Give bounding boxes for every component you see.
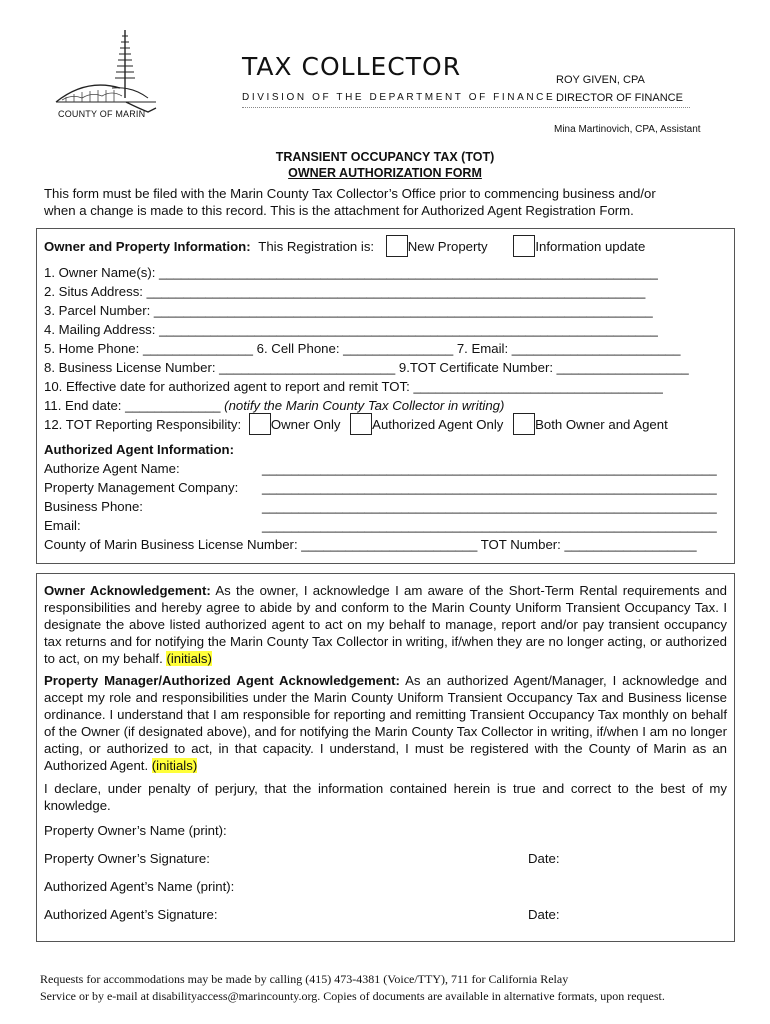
form-subtitle: OWNER AUTHORIZATION FORM: [288, 166, 482, 180]
agent-email-field[interactable]: ______________________________________________________________: [262, 518, 717, 533]
form-intro: [44, 185, 734, 219]
registration-row: [44, 238, 645, 257]
agent-signature-field[interactable]: Authorized Agent’s Signature:: [44, 907, 218, 922]
registration-prompt: This Registration is:: [258, 239, 375, 254]
end-date-field[interactable]: 11. End date: _____________: [44, 398, 221, 413]
footer-contact: Service or by e-mail at disabilityaccess@marincounty.org. Copies of documents are available in alternative formats, upon request.: [40, 989, 665, 1003]
page-title: TAX COLLECTOR: [242, 52, 462, 81]
mailing-address-field[interactable]: 4. Mailing Address: ____________________________________________________________________: [44, 322, 658, 337]
agent-section-heading: Authorized Agent Information:: [44, 442, 234, 457]
business-phone-label: Business Phone:: [44, 499, 143, 514]
owner-date-field[interactable]: Date:: [528, 851, 560, 866]
both-owner-agent-label: Both Owner and Agent: [535, 417, 668, 432]
owner-name-field[interactable]: 1. Owner Name(s): ____________________________________________________________________: [44, 265, 658, 280]
company-label: Property Management Company:: [44, 480, 239, 495]
owner-section-heading: Owner and Property Information:: [44, 239, 251, 254]
form-title: TRANSIENT OCCUPANCY TAX (TOT): [275, 150, 495, 164]
county-label: COUNTY OF MARIN: [58, 109, 146, 119]
director-name: ROY GIVEN, CPA: [556, 74, 645, 86]
phone-email-fields[interactable]: 5. Home Phone: _______________ 6. Cell Phone: _______________ 7. Email: _______________________: [44, 341, 681, 356]
owner-signature-field[interactable]: Property Owner’s Signature:: [44, 851, 210, 866]
situs-address-field[interactable]: 2. Situs Address: ____________________________________________________________________: [44, 284, 646, 299]
agent-email-label: Email:: [44, 518, 81, 533]
intro-line: when a change is made to this record. This is the attachment for Authorized Agent Registration Form.: [44, 203, 634, 218]
both-owner-agent-checkbox[interactable]: [513, 413, 535, 435]
agent-name-field[interactable]: ______________________________________________________________: [262, 461, 717, 476]
owner-name-print-field[interactable]: Property Owner’s Name (print):: [44, 823, 227, 838]
agent-ack-text: As an authorized Agent/Manager, I acknowledge and accept my role and responsibilities under the Marin County Uniform Transient Occupancy Tax and Business license ordinance. I understand that I am responsible for reporting and remitting Transient Occupancy Tax monthly on behalf of the Owner (if designated above), and for notifying the Marin County Tax Collector in writing, if/when I am no longer acting, or authorized to act, in that capacity. I understand, I must be registered with the County of Marin as an Authorized Agent.: [44, 673, 728, 773]
header-divider: [242, 107, 690, 108]
agent-name-label: Authorize Agent Name:: [44, 461, 180, 476]
declaration-text: I declare, under penalty of perjury, that the information contained herein is true and correct to the best of my knowledge.: [44, 781, 727, 813]
owner-ack-text: As the owner, I acknowledge I am aware of the Short-Term Rental requirements and responsibilities and hereby agree to abide by and conform to the Marin County Uniform Transient Occupancy Tax. I designate the above listed authorized agent to act on my behalf to manage, report and/or pay transient occupancy tax returns and for notifying the Marin County Tax Collector in writing, if/when they are no longer acting, or authorized to act, on my behalf.: [44, 583, 728, 666]
license-certificate-fields[interactable]: 8. Business License Number: ________________________ 9.TOT Certificate Number: __________________: [44, 360, 689, 375]
owner-acknowledgement: [44, 582, 727, 667]
division-subtitle: DIVISION OF THE DEPARTMENT OF FINANCE: [242, 92, 556, 103]
new-property-checkbox[interactable]: [386, 235, 408, 257]
agent-acknowledgement: [44, 672, 727, 774]
owner-ack-heading: Owner Acknowledgement:: [44, 583, 211, 598]
reporting-responsibility-row: [44, 416, 668, 435]
agent-initials-field[interactable]: (initials): [151, 758, 198, 773]
information-update-checkbox[interactable]: [513, 235, 535, 257]
agent-date-field[interactable]: Date:: [528, 907, 560, 922]
agent-only-checkbox[interactable]: [350, 413, 372, 435]
footer-accommodations: Requests for accommodations may be made by calling (415) 473-4381 (Voice/TTY), 711 for California Relay: [40, 972, 569, 986]
agent-license-tot-fields[interactable]: County of Marin Business License Number: ________________________ TOT Number: __________________: [44, 537, 697, 552]
new-property-label: New Property: [407, 239, 488, 254]
agent-ack-heading: Property Manager/Authorized Agent Acknowledgement:: [44, 673, 400, 688]
director-title: DIRECTOR OF FINANCE: [556, 92, 683, 104]
effective-date-field[interactable]: 10. Effective date for authorized agent to report and remit TOT: __________________________________: [44, 379, 663, 394]
owner-initials-field[interactable]: (initials): [166, 651, 212, 666]
intro-line: This form must be filed with the Marin County Tax Collector’s Office prior to commencing business and/or: [44, 186, 656, 201]
end-date-row[interactable]: [44, 397, 504, 414]
agent-only-label: Authorized Agent Only: [372, 417, 504, 432]
company-field[interactable]: ______________________________________________________________: [262, 480, 717, 495]
end-date-note: (notify the Marin County Tax Collector in writing): [224, 398, 505, 413]
agent-name-print-field[interactable]: Authorized Agent’s Name (print):: [44, 879, 235, 894]
owner-only-checkbox[interactable]: [249, 413, 271, 435]
information-update-label: Information update: [535, 239, 646, 254]
business-phone-field[interactable]: ______________________________________________________________: [262, 499, 717, 514]
assistant-name: Mina Martinovich, CPA, Assistant: [554, 124, 701, 135]
reporting-responsibility-label: 12. TOT Reporting Responsibility:: [44, 417, 242, 432]
owner-only-label: Owner Only: [270, 417, 341, 432]
parcel-number-field[interactable]: 3. Parcel Number: ____________________________________________________________________: [44, 303, 653, 318]
